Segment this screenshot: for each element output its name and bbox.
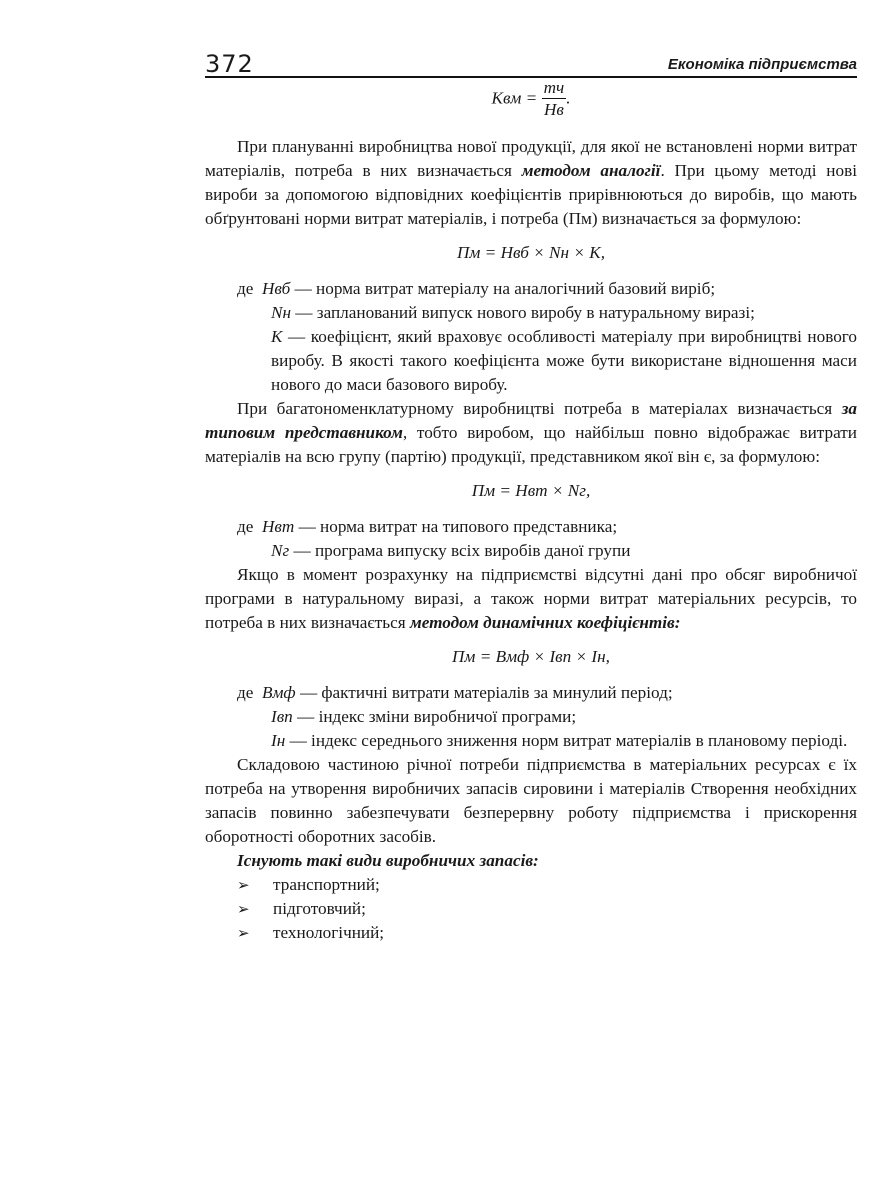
definition-text: — фактичні витрати матеріалів за минулий період; [299,683,673,702]
symbol: Nг [271,541,290,560]
symbol: Iвп [271,707,293,726]
term-typical-representative: за типовим представником [205,399,857,442]
definitions-typical [205,515,857,563]
formula-k-end: . [566,88,571,108]
definition-text: — програма випуску всіх виробів даної групи [293,541,631,560]
paragraph-typical-representative [205,397,857,469]
de-label: де [237,279,254,298]
arrow-bullet-icon: ➢ [237,876,250,894]
definition-text: — норма витрат на типового представника; [298,517,618,536]
formula-k-denominator: Hв [543,100,564,119]
formula-k-numerator: mч [543,78,565,97]
paragraph-inventory: Складовою частиною річної потреби підприємства в матеріальних ресурсах є їх потреба на утворення виробничих запасів сировини і матеріалів Створення необхідних запасів повинно забезпечувати безперервну роботу підприємства і прискорення оборотності оборотних засобів. [205,755,857,846]
paragraph-dynamic-coefficients [205,563,857,635]
definition-text: — коефіцієнт, який враховує особливості матеріалу при виробництві нового виробу. В якості такого коефіцієнта може бути використане відношення маси нового до маси базового виробу. [271,327,857,394]
formula-k-fraction [542,78,567,121]
paragraph-text: . При цьому методі нові вироби за допомогою відповідних коефіцієнтів прирівнюються до виробів, що мають обґрунтовані норми витрат матеріалів, і потреба (Пм) визначається за формулою: [205,161,857,228]
symbol: Nн [271,303,291,322]
arrow-bullet-icon: ➢ [237,924,250,942]
paragraph-inventory-types-heading: Існують такі види виробничих запасів: [237,851,539,870]
list-item-text: транспортний; [273,875,380,894]
definition-item [205,301,857,325]
formula-pm-typical: Пм = Hвт × Nг, [471,481,591,500]
definitions-dynamic [205,681,857,753]
definition-text: — норма витрат матеріалу на аналогічний базовий виріб; [294,279,716,298]
paragraph-text: При багатономенклатурному виробництві потреба в матеріалах визначається [237,399,842,418]
formula-pm-dynamic: Пм = Bмф × Iвп × Iн, [452,647,610,666]
paragraph-analogy [205,135,857,231]
formula-k-left: Kвм = [491,88,538,108]
definitions-analogy [205,277,857,397]
list-item-text: технологічний; [273,923,385,942]
paragraph-text: , тобто виробом, що найбільш повно відображає витрати матеріалів на всю групу (партію) продукції, представником якої він є, за формулою: [205,423,857,466]
definition-item [205,277,857,301]
term-analogy-method: методом аналогії [521,161,661,180]
definition-text: — запланований випуск нового виробу в натуральному виразі; [295,303,755,322]
page-body [205,76,857,945]
symbol: Hвб [261,279,291,298]
symbol: Iн [271,731,286,750]
definition-item [205,539,857,563]
page-number: 372 [205,50,254,78]
running-title: Економіка підприємства [667,56,857,73]
arrow-bullet-icon: ➢ [237,900,250,918]
inventory-types-list [205,873,857,945]
list-item-text: підготовчий; [273,899,366,918]
list-item [205,873,857,897]
page-header [205,50,857,78]
paragraph-text: Якщо в момент розрахунку на підприємстві відсутні дані про обсяг виробничої програми в натуральному виразі, а також норми витрат матеріальних ресурсів, то потреба в них визначається [205,565,857,632]
de-label: де [237,683,254,702]
definition-item [205,515,857,539]
definition-text: — індекс середнього зниження норм витрат матеріалів в плановому періоді. [289,731,848,750]
symbol: Hвт [261,517,295,536]
paragraph-text: При плануванні виробництва нової продукції, для якої не встановлені норми витрат матеріалів, потреба в них визначається [205,137,857,180]
formula-k [205,78,857,121]
formula-pm-analogy: Пм = Hвб × Nн × K, [457,243,605,262]
definition-item [205,705,857,729]
definition-text: — індекс зміни виробничої програми; [297,707,577,726]
term-dynamic-coefficients: методом динамічних коефіцієнтів: [409,613,681,632]
symbol: Bмф [261,683,296,702]
definition-item [205,325,857,397]
de-label: де [237,517,254,536]
definition-item [205,729,857,753]
list-item [205,921,857,945]
definition-item [205,681,857,705]
symbol: K [271,327,283,346]
list-item [205,897,857,921]
